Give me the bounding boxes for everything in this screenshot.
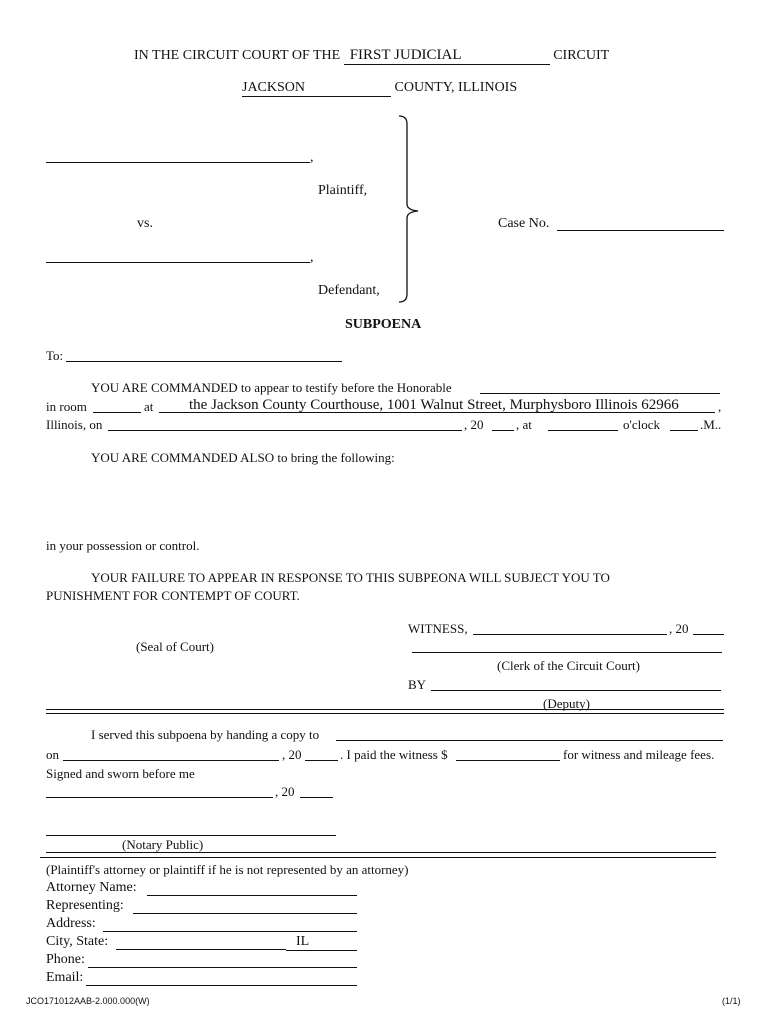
served-text: I served this subpoena by handing a copy to <box>91 727 320 742</box>
parties-bracket <box>396 112 426 304</box>
circuit-name-field[interactable]: FIRST JUDICIAL <box>344 47 550 65</box>
served-person-line[interactable] <box>336 740 723 741</box>
honorable-line[interactable] <box>480 393 720 394</box>
room-label: in room <box>46 399 87 414</box>
to-recipient-line[interactable] <box>66 361 342 362</box>
attorney-name-label: Attorney Name: <box>46 880 137 895</box>
year-line[interactable] <box>492 430 514 431</box>
seal-of-court: (Seal of Court) <box>136 639 214 654</box>
attorney-divider-top <box>46 852 716 853</box>
room-line[interactable] <box>93 412 141 413</box>
date-line-start: Illinois, on <box>46 417 103 432</box>
page-number: (1/1) <box>722 996 741 1006</box>
defendant-label: Defendant, <box>318 283 380 298</box>
defendant-name-line[interactable] <box>46 262 310 263</box>
sworn-year-prefix: , 20 <box>275 784 295 799</box>
to-label: To: <box>46 348 64 363</box>
witness-label: WITNESS, <box>408 621 468 636</box>
witness-year-line[interactable] <box>693 634 724 635</box>
plaintiff-label: Plaintiff, <box>318 183 368 198</box>
representing-input[interactable] <box>133 897 357 914</box>
sworn-date-line[interactable] <box>46 797 273 798</box>
document-title: SUBPOENA <box>345 317 422 332</box>
sworn-year-line[interactable] <box>300 797 333 798</box>
location-value: the Jackson County Courthouse, 1001 Walnut Street, Murphysboro Illinois 62966 <box>189 397 679 413</box>
location-comma: , <box>718 399 722 414</box>
clerk-signature-line[interactable] <box>412 652 722 653</box>
email-input[interactable] <box>86 969 357 986</box>
by-label: BY <box>408 677 427 692</box>
phone-label: Phone: <box>46 952 85 967</box>
section-divider-bottom <box>46 713 724 714</box>
attorney-header: (Plaintiff's attorney or plaintiff if he is not represented by an attorney) <box>46 862 409 877</box>
witness-year-prefix: , 20 <box>669 621 689 636</box>
section-divider-top <box>46 709 724 710</box>
city-input[interactable] <box>116 933 286 950</box>
phone-input[interactable] <box>88 951 357 968</box>
address-label: Address: <box>46 916 96 931</box>
date-year-prefix: , 20 <box>464 417 484 432</box>
fee-amount-line[interactable] <box>456 760 560 761</box>
command-also: YOU ARE COMMANDED ALSO to bring the following: <box>91 450 395 465</box>
witness-line[interactable] <box>473 634 667 635</box>
form-id: JCO171012AAB-2.000.000(W) <box>26 996 150 1006</box>
paid-text: . I paid the witness $ <box>340 747 448 762</box>
county-name-field[interactable]: JACKSON <box>242 80 391 97</box>
attorney-divider-bottom <box>40 857 716 858</box>
plaintiff-comma: , <box>310 150 314 165</box>
address-input[interactable] <box>103 915 357 932</box>
meridiem-label: .M.. <box>700 417 722 432</box>
vs-label: vs. <box>137 216 153 231</box>
attorney-name-input[interactable] <box>147 879 357 896</box>
time-line[interactable] <box>548 430 618 431</box>
oclock-label: o'clock <box>623 417 660 432</box>
served-on-label: on <box>46 747 59 762</box>
at-label: at <box>144 399 154 414</box>
deputy-signature-line[interactable] <box>431 690 721 691</box>
possession-text: in your possession or control. <box>46 538 200 553</box>
served-year-line[interactable] <box>305 760 338 761</box>
served-year-prefix: , 20 <box>282 747 302 762</box>
date-line[interactable] <box>108 430 462 431</box>
caption-circuit-suffix: CIRCUIT <box>553 48 610 63</box>
plaintiff-name-line[interactable] <box>46 162 310 163</box>
representing-label: Representing: <box>46 898 124 913</box>
served-date-line[interactable] <box>63 760 279 761</box>
signed-sworn-text: Signed and sworn before me <box>46 766 195 781</box>
case-no-label: Case No. <box>498 216 550 231</box>
clerk-label: (Clerk of the Circuit Court) <box>497 658 640 673</box>
command-line-1: YOU ARE COMMANDED to appear to testify before the Honorable <box>91 380 452 395</box>
warning-line-2: PUNISHMENT FOR CONTEMPT OF COURT. <box>46 588 300 603</box>
meridiem-line[interactable] <box>670 430 698 431</box>
at-time-label: , at <box>516 417 532 432</box>
fees-text: for witness and mileage fees. <box>563 747 715 762</box>
caption-prefix: IN THE CIRCUIT COURT OF THE <box>134 48 341 63</box>
defendant-comma: , <box>310 250 314 265</box>
caption-line-2 <box>242 80 517 97</box>
warning-line-1: YOUR FAILURE TO APPEAR IN RESPONSE TO THIS SUBPEONA WILL SUBJECT YOU TO <box>91 570 610 585</box>
city-state-label: City, State: <box>46 934 109 949</box>
caption-line-1 <box>134 47 609 65</box>
state-field[interactable]: IL <box>286 934 357 951</box>
email-label: Email: <box>46 970 84 985</box>
notary-signature-line[interactable] <box>46 835 336 836</box>
deputy-label: (Deputy) <box>543 696 590 711</box>
case-no-line[interactable] <box>557 230 724 231</box>
notary-label: (Notary Public) <box>122 837 204 852</box>
caption-county-suffix: COUNTY, ILLINOIS <box>394 80 518 95</box>
